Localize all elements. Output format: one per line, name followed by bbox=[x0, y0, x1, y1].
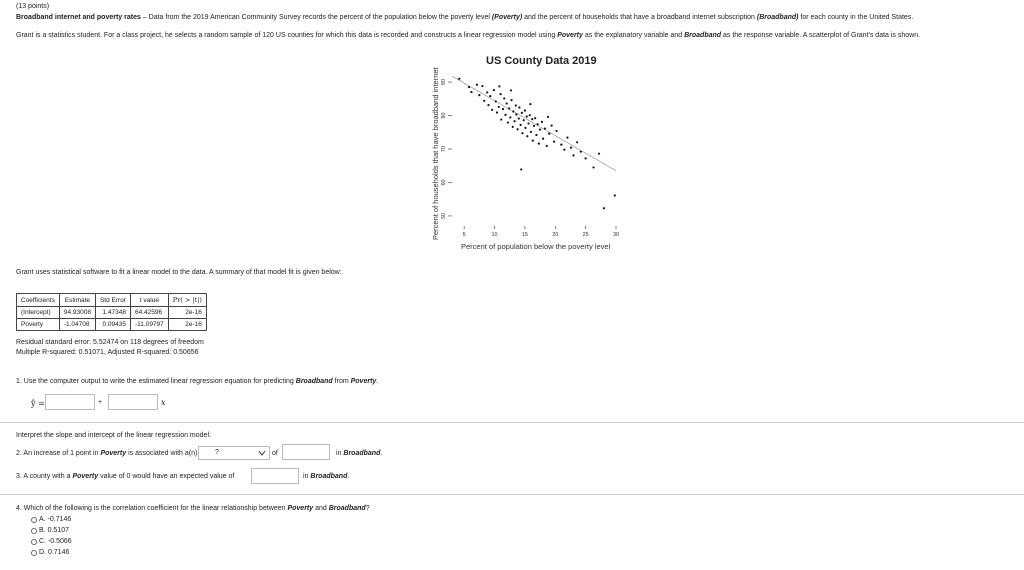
data-point bbox=[486, 91, 488, 93]
section-divider bbox=[0, 422, 1024, 423]
data-point bbox=[468, 86, 470, 88]
q3-var-poverty: Poverty bbox=[72, 473, 99, 480]
problem-intro bbox=[16, 14, 913, 21]
q2-suffix bbox=[336, 450, 382, 457]
table-cell: 2e-16 bbox=[168, 319, 206, 331]
data-point bbox=[576, 141, 578, 143]
radio-b[interactable] bbox=[31, 528, 37, 534]
points-label: (13 points) bbox=[16, 3, 50, 10]
chart-xlabel: Percent of population below the poverty level bbox=[461, 242, 611, 251]
data-point bbox=[529, 114, 531, 116]
data-point bbox=[614, 194, 616, 196]
intro-text-pre: – Data from the 2019 American Community Survey records the percent of the population below the poverty level bbox=[142, 14, 492, 21]
table-cell: -11.09797 bbox=[130, 319, 168, 331]
intercept-input[interactable] bbox=[45, 394, 95, 410]
data-point bbox=[546, 145, 548, 147]
data-point bbox=[580, 151, 582, 153]
data-point bbox=[491, 109, 493, 111]
dropdown-selected: ? bbox=[215, 449, 219, 456]
q1-text-post: . bbox=[376, 378, 379, 385]
option-b-label[interactable] bbox=[39, 527, 69, 534]
y-tick-label: 60 bbox=[441, 179, 447, 186]
option-letter: C. bbox=[39, 538, 46, 545]
data-point bbox=[533, 125, 535, 127]
data-point bbox=[598, 153, 600, 155]
table-header: Coefficients bbox=[17, 294, 60, 307]
q3-suffix bbox=[303, 473, 349, 480]
sample-text-post: as the response variable. A scatterplot of Grant's data is shown. bbox=[721, 32, 921, 39]
data-point bbox=[498, 85, 500, 87]
q4-text-mid: and bbox=[313, 505, 329, 512]
data-point bbox=[521, 132, 523, 134]
q2-var-poverty: Poverty bbox=[100, 450, 127, 457]
q3-suffix-pre: in bbox=[303, 473, 311, 480]
yhat-symbol: ŷ = bbox=[31, 399, 45, 408]
option-text: 0.7146 bbox=[47, 549, 70, 556]
data-point bbox=[512, 110, 514, 112]
data-point bbox=[498, 106, 500, 108]
data-point bbox=[570, 147, 572, 149]
data-point bbox=[499, 93, 501, 95]
table-cell: 1.47348 bbox=[95, 307, 130, 319]
data-point bbox=[539, 128, 541, 130]
table-header: Pr( > |t|) bbox=[168, 294, 206, 307]
radio-a[interactable] bbox=[31, 517, 37, 523]
q2-text-post: is associated with a(n) bbox=[126, 450, 198, 457]
x-tick-label: 5 bbox=[462, 232, 466, 238]
residual-standard-error: Residual standard error: 5.52474 on 118 degrees of freedom bbox=[16, 339, 204, 346]
option-text: 0.5107 bbox=[47, 527, 69, 534]
expected-value-input[interactable] bbox=[251, 468, 299, 484]
data-point bbox=[478, 94, 480, 96]
data-point bbox=[592, 166, 594, 168]
q3-suffix-var: Broadband bbox=[310, 473, 348, 480]
x-tick-label: 20 bbox=[552, 232, 559, 238]
data-point bbox=[470, 91, 472, 93]
q2-suffix-pre: in bbox=[336, 450, 344, 457]
data-point bbox=[496, 111, 498, 113]
data-point bbox=[495, 100, 497, 102]
table-cell: Poverty bbox=[17, 319, 60, 331]
data-point bbox=[551, 124, 553, 126]
radio-c[interactable] bbox=[31, 539, 37, 545]
radio-d[interactable] bbox=[31, 550, 37, 556]
data-point bbox=[524, 127, 526, 129]
data-point bbox=[493, 89, 495, 91]
data-point bbox=[555, 130, 557, 132]
data-point bbox=[553, 141, 555, 143]
data-point bbox=[520, 168, 522, 170]
regression-line bbox=[452, 76, 616, 171]
y-tick-label: 70 bbox=[441, 145, 447, 153]
data-point bbox=[524, 109, 526, 111]
option-letter: B. bbox=[39, 527, 46, 534]
question-3 bbox=[16, 473, 234, 480]
data-point bbox=[542, 138, 544, 140]
option-text: -0.7146 bbox=[47, 516, 72, 523]
data-point bbox=[531, 118, 533, 120]
table-header-row bbox=[17, 294, 207, 307]
data-point bbox=[518, 117, 520, 119]
data-point bbox=[560, 144, 562, 146]
y-tick-label: 80 bbox=[441, 112, 447, 119]
sample-var-poverty: Poverty bbox=[557, 32, 583, 39]
table-cell: (Intercept) bbox=[17, 307, 60, 319]
table-cell: 0.09435 bbox=[95, 319, 130, 331]
q3-suffix-post: . bbox=[347, 473, 350, 480]
question-2 bbox=[16, 450, 197, 457]
y-tick-label: 90 bbox=[441, 78, 447, 86]
data-point bbox=[481, 85, 483, 87]
q1-text-pre: 1. Use the computer output to write the estimated linear regression equation for predicting bbox=[16, 378, 296, 385]
data-point bbox=[500, 118, 502, 120]
option-letter: D. bbox=[39, 549, 46, 556]
data-point bbox=[507, 121, 509, 123]
data-point bbox=[509, 116, 511, 118]
q1-text-mid: from bbox=[332, 378, 351, 385]
q4-text-pre: 4. Which of the following is the correlation coefficient for the linear relationship between bbox=[16, 505, 288, 512]
table-header: Std Error bbox=[95, 294, 130, 307]
data-point bbox=[487, 104, 489, 106]
sample-text-mid: as the explanatory variable and bbox=[582, 32, 685, 39]
data-point bbox=[458, 78, 460, 80]
x-tick-label: 25 bbox=[582, 232, 589, 238]
table-cell: 94.93008 bbox=[59, 307, 95, 319]
r-squared: Multiple R-squared: 0.51071, Adjusted R-squared: 0.50656 bbox=[16, 349, 199, 356]
x-tick-label: 30 bbox=[612, 232, 620, 238]
intro-text-post: for each county in the United States. bbox=[798, 14, 914, 21]
data-point bbox=[530, 131, 532, 133]
data-point bbox=[529, 103, 531, 105]
data-point bbox=[535, 134, 537, 136]
data-point bbox=[517, 128, 519, 130]
data-point bbox=[532, 140, 534, 142]
data-point bbox=[512, 126, 514, 128]
table-cell: 64.42596 bbox=[130, 307, 168, 319]
sample-description bbox=[16, 32, 920, 39]
chart-ylabel: Percent of households that have broadband internet bbox=[431, 67, 440, 240]
data-point bbox=[502, 108, 504, 110]
data-point bbox=[503, 97, 505, 99]
table-cell: 2e-16 bbox=[168, 307, 206, 319]
data-point bbox=[585, 157, 587, 159]
option-d-label[interactable] bbox=[39, 549, 69, 556]
q4-var-broadband: Broadband bbox=[328, 505, 366, 512]
data-point bbox=[515, 104, 517, 106]
q1-var-poverty: Poverty bbox=[350, 378, 377, 385]
data-point bbox=[520, 124, 522, 126]
change-direction-dropdown[interactable] bbox=[198, 446, 270, 460]
data-point bbox=[510, 89, 512, 91]
intro-text-mid: and the percent of households that have a broadband internet subscription bbox=[522, 14, 757, 21]
data-point bbox=[548, 133, 550, 135]
table-row bbox=[17, 319, 207, 331]
option-letter: A. bbox=[39, 516, 46, 523]
chevron-down-icon bbox=[258, 450, 266, 456]
data-point bbox=[526, 115, 528, 117]
data-point bbox=[518, 106, 520, 108]
data-point bbox=[572, 154, 574, 156]
y-tick-label: 50 bbox=[441, 212, 447, 220]
option-text: -0.5066 bbox=[47, 538, 72, 545]
data-point bbox=[521, 112, 523, 114]
intro-var-broadband: (Broadband) bbox=[756, 14, 799, 21]
table-cell: -1.04708 bbox=[59, 319, 95, 331]
slope-input[interactable] bbox=[108, 394, 158, 410]
q4-text-post: ? bbox=[365, 505, 370, 512]
data-point bbox=[527, 122, 529, 124]
table-row bbox=[17, 307, 207, 319]
option-c-label[interactable] bbox=[39, 538, 72, 545]
data-point bbox=[534, 117, 536, 119]
q3-text-pre: 3. A county with a bbox=[16, 473, 73, 480]
option-a-label[interactable] bbox=[39, 516, 71, 523]
x-tick-label: 10 bbox=[491, 232, 498, 238]
scatterplot bbox=[436, 66, 626, 241]
interpret-heading: Interpret the slope and intercept of the linear regression model: bbox=[16, 432, 211, 439]
data-point bbox=[489, 95, 491, 97]
q1-var-broadband: Broadband bbox=[295, 378, 333, 385]
data-point bbox=[513, 120, 515, 122]
q2-suffix-var: Broadband bbox=[343, 450, 381, 457]
data-point bbox=[523, 119, 525, 121]
intro-var-poverty: (Poverty) bbox=[491, 14, 523, 21]
x-variable: x bbox=[161, 398, 166, 407]
plus-sign: + bbox=[98, 399, 103, 406]
sample-var-broadband: Broadband bbox=[684, 32, 722, 39]
q3-text-post: value of 0 would have an expected value of bbox=[98, 473, 235, 480]
section-divider bbox=[0, 494, 1024, 495]
chart-title: US County Data 2019 bbox=[486, 55, 597, 67]
change-amount-input[interactable] bbox=[282, 444, 330, 460]
data-point bbox=[526, 135, 528, 137]
coefficients-table bbox=[16, 293, 207, 331]
data-point bbox=[537, 123, 539, 125]
question-1 bbox=[16, 378, 378, 385]
x-tick-label: 15 bbox=[521, 232, 528, 238]
data-point bbox=[566, 137, 568, 139]
data-point bbox=[504, 114, 506, 116]
table-header: Estimate bbox=[59, 294, 95, 307]
data-point bbox=[483, 100, 485, 102]
data-point bbox=[544, 127, 546, 129]
summary-intro: Grant uses statistical software to fit a linear model to the data. A summary of that model fit is given below: bbox=[16, 269, 342, 276]
data-point bbox=[510, 99, 512, 101]
q2-of-label: of bbox=[272, 450, 278, 457]
table-header: t value bbox=[130, 294, 168, 307]
q4-var-poverty: Poverty bbox=[287, 505, 314, 512]
data-point bbox=[603, 207, 605, 209]
sample-text-pre: Grant is a statistics student. For a class project, he selects a random sample of 120 US counties for which this data is recorded and constructs a linear regression model using bbox=[16, 32, 558, 39]
data-point bbox=[563, 149, 565, 151]
problem-title: Broadband internet and poverty rates bbox=[16, 14, 141, 21]
data-point bbox=[506, 102, 508, 104]
data-point bbox=[541, 121, 543, 123]
q2-text-pre: 2. An increase of 1 point in bbox=[16, 450, 101, 457]
data-point bbox=[476, 84, 478, 86]
data-point bbox=[508, 107, 510, 109]
data-point bbox=[515, 113, 517, 115]
data-point bbox=[538, 143, 540, 145]
question-4 bbox=[16, 505, 370, 512]
data-point bbox=[547, 116, 549, 118]
q2-suffix-post: . bbox=[380, 450, 383, 457]
